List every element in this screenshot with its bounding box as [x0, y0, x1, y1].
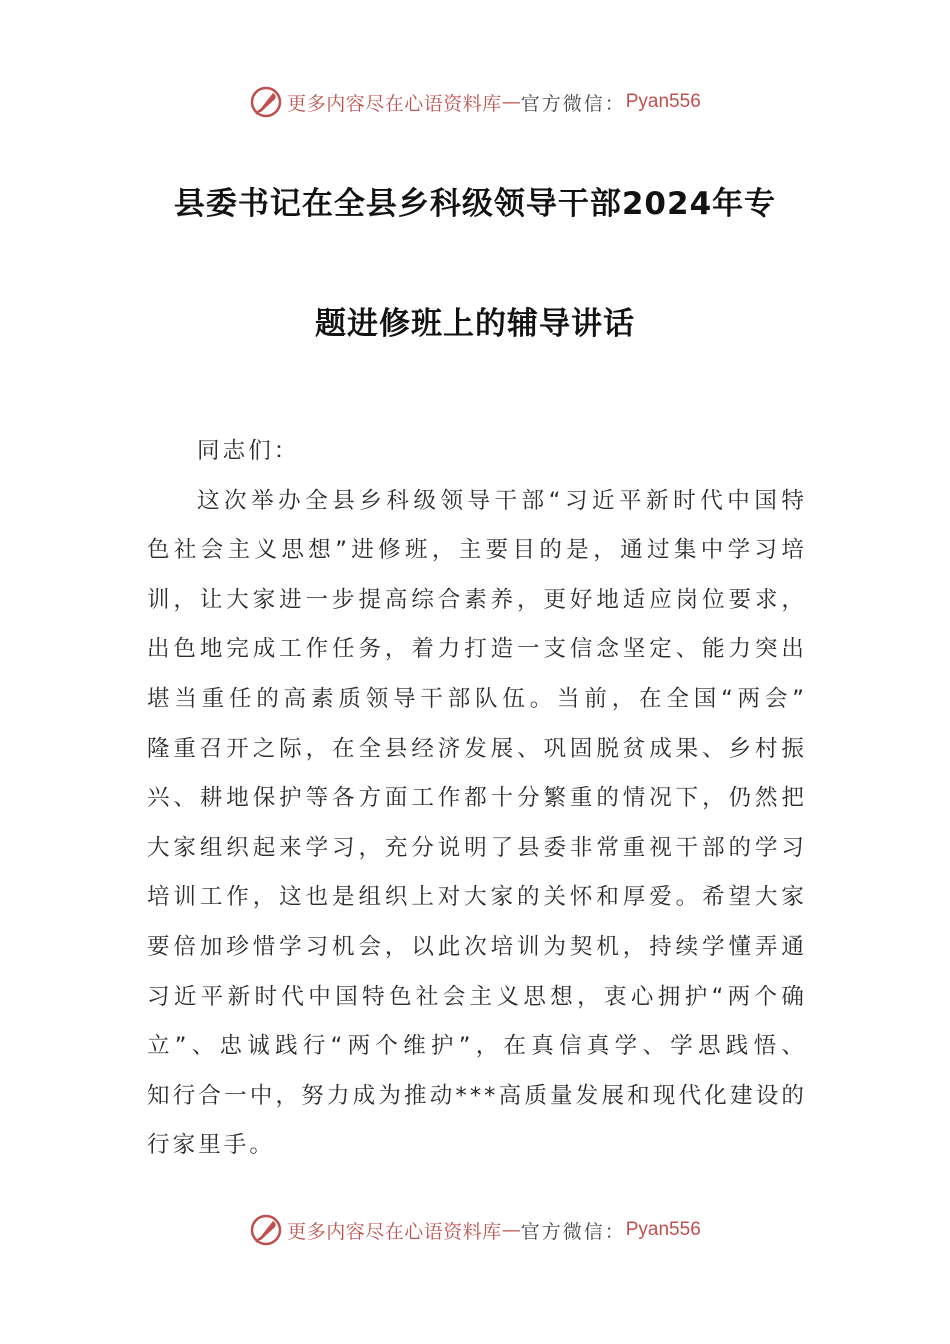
paragraph-line: 行家里手。 — [147, 1132, 276, 1159]
paragraph-line: 大家组织起来学习，充分说明了县委非常重视干部的学习 — [147, 834, 807, 861]
paragraph-line: 出色地完成工作任务，着力打造一支信念坚定、能力突出 — [147, 636, 807, 663]
footer-banner — [0, 1210, 950, 1250]
quill-logo-icon — [249, 85, 283, 119]
paragraph-line: 知行合一中，努力成为推动***高质量发展和现代化建设的 — [147, 1082, 807, 1109]
paragraph-line: 这次举办全县乡科级领导干部“习近平新时代中国特 — [197, 487, 807, 514]
salutation: 同志们： — [197, 438, 300, 464]
paragraph-line: 兴、耕地保护等各方面工作都十分繁重的情况下，仍然把 — [147, 785, 807, 812]
footer-wechat-label: 官方微信： — [520, 1220, 626, 1243]
paragraph-line: 要倍加珍惜学习机会，以此次培训为契机，持续学懂弄通 — [147, 933, 807, 960]
paragraph-line: 训，让大家进一步提高综合素养，更好地适应岗位要求， — [147, 586, 807, 613]
paragraph-line: 培训工作，这也是组织上对大家的关怀和厚爱。希望大家 — [147, 884, 807, 911]
paragraph-line: 隆重召开之际，在全县经济发展、巩固脱贫成果、乡村振 — [147, 735, 807, 762]
header-banner — [0, 82, 950, 122]
document-body — [147, 427, 807, 1171]
paragraph-line: 立”、忠诚践行“两个维护”，在真信真学、学思践悟、 — [147, 1033, 807, 1060]
header-wechat-label: 官方微信： — [520, 92, 626, 115]
footer-slogan: 更多内容尽在心语资料库 — [287, 1220, 502, 1243]
document-title-line-1: 县委书记在全县乡科级领导干部2024年专 — [173, 186, 777, 222]
paragraph-line: 习近平新时代中国特色社会主义思想，衷心拥护“两个确 — [147, 983, 807, 1010]
header-slogan: 更多内容尽在心语资料库 — [287, 92, 502, 115]
quill-logo-icon — [249, 1213, 283, 1247]
paragraph-line: 色社会主义思想”进修班，主要目的是，通过集中学习培 — [147, 537, 807, 564]
header-separator: — — [501, 91, 521, 113]
footer-separator: — — [501, 1219, 521, 1241]
header-wechat-id: Pyan556 — [625, 91, 701, 112]
document-title-line-2: 题进修班上的辅导讲话 — [315, 306, 635, 342]
footer-wechat-id: Pyan556 — [625, 1219, 701, 1240]
paragraph-line: 堪当重任的高素质领导干部队伍。当前，在全国“两会” — [147, 685, 807, 712]
